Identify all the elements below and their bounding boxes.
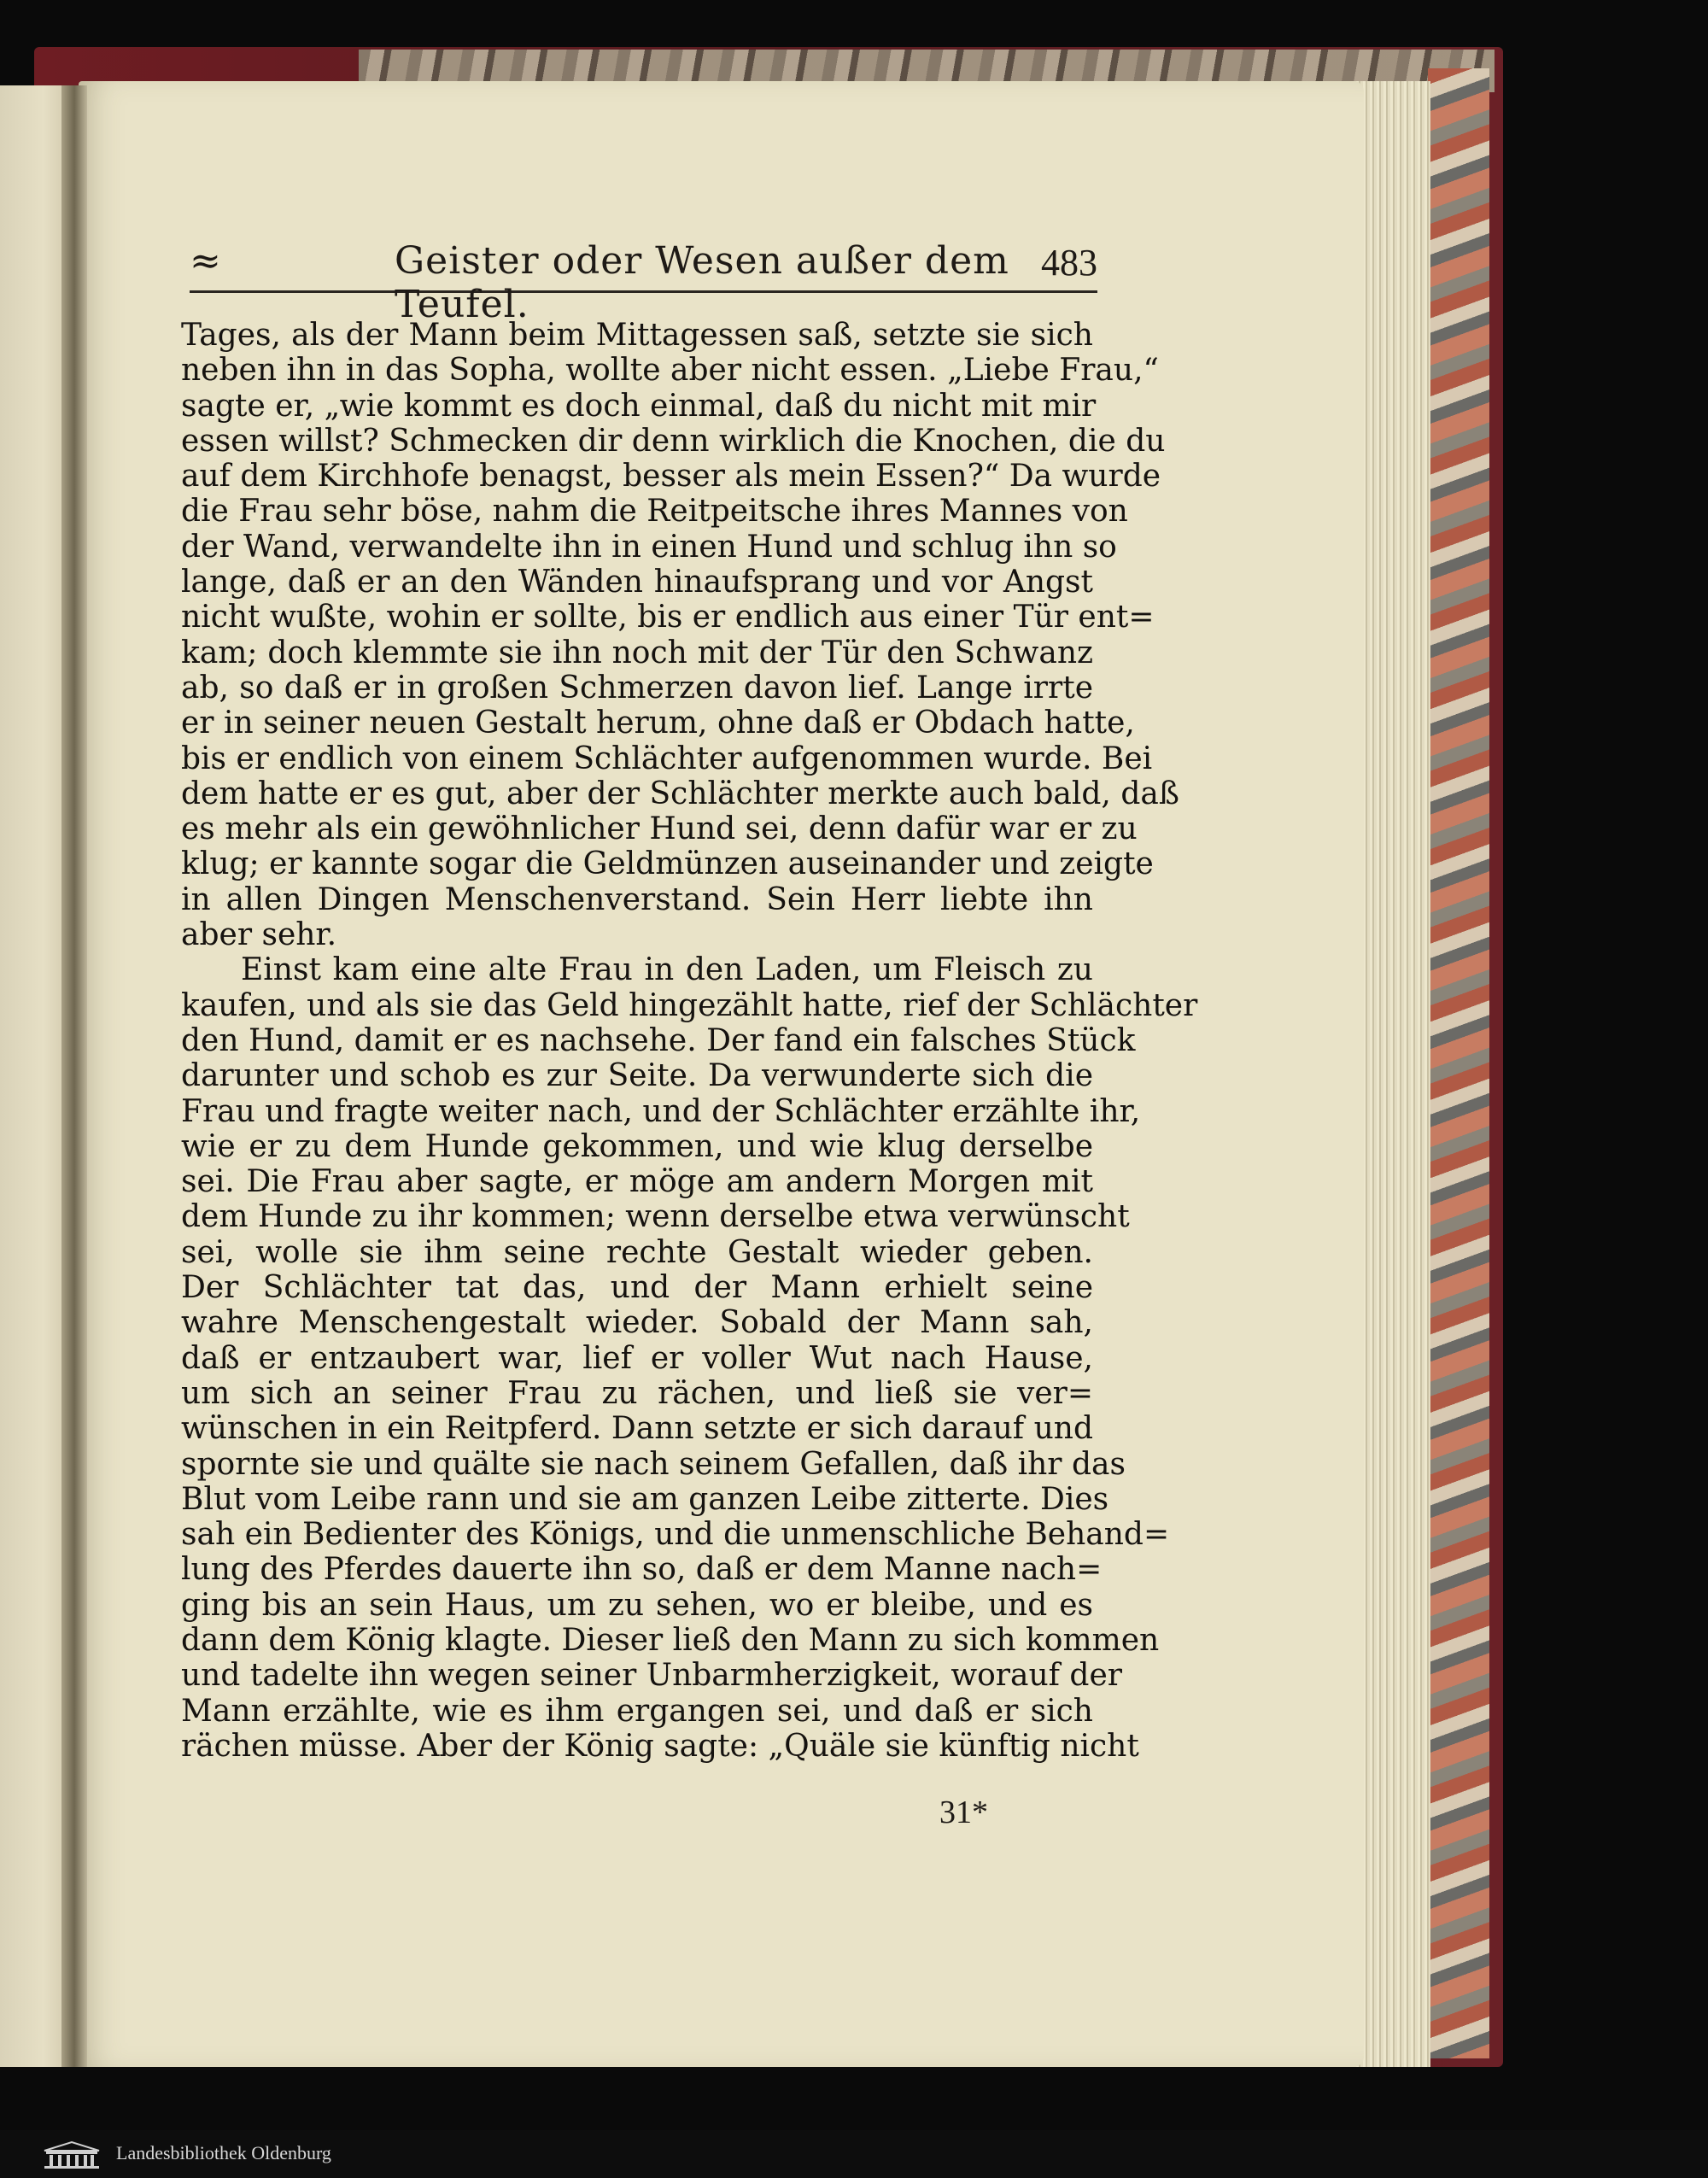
library-building-icon bbox=[41, 2140, 102, 2169]
text-line: ab, so daß er in großen Schmerzen davon lief. Lange irrte bbox=[181, 670, 1093, 706]
text-line: lung des Pferdes dauerte ihn so, daß er dem Manne nach= bbox=[181, 1552, 1103, 1588]
running-head bbox=[190, 232, 1097, 326]
text-line: klug; er kannte sogar die Geldmünzen auseinander und zeigte bbox=[181, 846, 1154, 882]
text-line: aber sehr. bbox=[181, 917, 337, 953]
text-line: in allen Dingen Menschenverstand. Sein Herr liebte ihn bbox=[181, 881, 1093, 917]
text-line: den Hund, damit er es nachsehe. Der fand ein falsches Stück bbox=[181, 1022, 1136, 1058]
book-gutter bbox=[61, 85, 87, 2067]
text-line: wie er zu dem Hunde gekommen, und wie klug derselbe bbox=[181, 1128, 1093, 1164]
text-line: kam; doch klemmte sie ihn noch mit der Tür den Schwanz bbox=[181, 635, 1093, 670]
marbled-edge-right bbox=[1428, 68, 1489, 2058]
text-line: dem hatte er es gut, aber der Schlächter merkte auch bald, daß bbox=[181, 776, 1179, 811]
page-number: 483 bbox=[1041, 242, 1097, 284]
text-line: auf dem Kirchhofe benagst, besser als mein Essen?“ Da wurde bbox=[181, 459, 1161, 495]
text-line: neben ihn in das Sopha, wollte aber nicht essen. „Liebe Frau,“ bbox=[181, 353, 1159, 389]
text-line: der Wand, verwandelte ihn in einen Hund und schlug ihn so bbox=[181, 529, 1117, 565]
text-line: sah ein Bedienter des Königs, und die unmenschliche Behand= bbox=[181, 1517, 1170, 1553]
text-line: essen willst? Schmecken dir denn wirklich die Knochen, die du bbox=[181, 423, 1166, 459]
text-line: sei, wolle sie ihm seine rechte Gestalt wieder geben. bbox=[181, 1234, 1093, 1270]
text-line: nicht wußte, wohin er sollte, bis er endlich aus einer Tür ent= bbox=[181, 600, 1155, 635]
footer-bar bbox=[0, 2130, 1708, 2178]
text-line: dem Hunde zu ihr kommen; wenn derselbe etwa verwünscht bbox=[181, 1199, 1130, 1235]
text-line: sei. Die Frau aber sagte, er möge am andern Morgen mit bbox=[181, 1164, 1093, 1200]
text-line: und tadelte ihn wegen seiner Unbarmherzigkeit, worauf der bbox=[181, 1658, 1122, 1694]
text-line: daß er entzaubert war, lief er voller Wut nach Hause, bbox=[181, 1340, 1093, 1376]
signature-mark: 31* bbox=[939, 1795, 988, 1830]
text-line: lange, daß er an den Wänden hinaufsprang und vor Angst bbox=[181, 565, 1093, 600]
text-line: bis er endlich von einem Schlächter aufgenommen wurde. Bei bbox=[181, 741, 1153, 776]
text-line: Frau und fragte weiter nach, und der Schlächter erzählte ihr, bbox=[181, 1093, 1141, 1129]
text-line: die Frau sehr böse, nahm die Reitpeitsche ihres Mannes von bbox=[181, 494, 1128, 530]
text-line: es mehr als ein gewöhnlicher Hund sei, denn dafür war er zu bbox=[181, 811, 1138, 847]
text-line: sagte er, „wie kommt es doch einmal, daß du nicht mit mir bbox=[181, 388, 1097, 424]
printer-mark-icon: ≈ bbox=[190, 239, 221, 283]
text-line: ging bis an sein Haus, um zu sehen, wo er bleibe, und es bbox=[181, 1587, 1093, 1623]
text-line: Der Schlächter tat das, und der Mann erhielt seine bbox=[181, 1270, 1093, 1306]
text-line: Tages, als der Mann beim Mittagessen saß, setzte sie sich bbox=[181, 318, 1093, 353]
text-line: kaufen, und als sie das Geld hingezählt hatte, rief der Schlächter bbox=[181, 987, 1198, 1023]
text-line: rächen müsse. Aber der König sagte: „Quäle sie künftig nicht bbox=[181, 1728, 1139, 1764]
text-line: um sich an seiner Frau zu rächen, und ließ sie ver= bbox=[181, 1375, 1093, 1411]
text-line: darunter und schob es zur Seite. Da verwunderte sich die bbox=[181, 1058, 1093, 1094]
text-line: Blut vom Leibe rann und sie am ganzen Leibe zitterte. Dies bbox=[181, 1481, 1109, 1517]
running-head-title: Geister oder Wesen außer dem Teufel. bbox=[395, 239, 1009, 326]
text-line: wünschen in ein Reitpferd. Dann setzte er sich darauf und bbox=[181, 1411, 1093, 1447]
text-line: spornte sie und quälte sie nach seinem Gefallen, daß ihr das bbox=[181, 1446, 1126, 1482]
text-line: er in seiner neuen Gestalt herum, ohne daß er Obdach hatte, bbox=[181, 706, 1135, 741]
text-line: dann dem König klagte. Dieser ließ den Mann zu sich kommen bbox=[181, 1622, 1160, 1658]
text-line: Einst kam eine alte Frau in den Laden, um Fleisch zu bbox=[241, 952, 1093, 988]
text-line: Mann erzählte, wie es ihm ergangen sei, und daß er sich bbox=[181, 1693, 1093, 1729]
text-line: wahre Menschengestalt wieder. Sobald der Mann sah, bbox=[181, 1305, 1093, 1341]
library-name: Landesbibliothek Oldenburg bbox=[116, 2142, 331, 2163]
body-text bbox=[181, 318, 1198, 1804]
